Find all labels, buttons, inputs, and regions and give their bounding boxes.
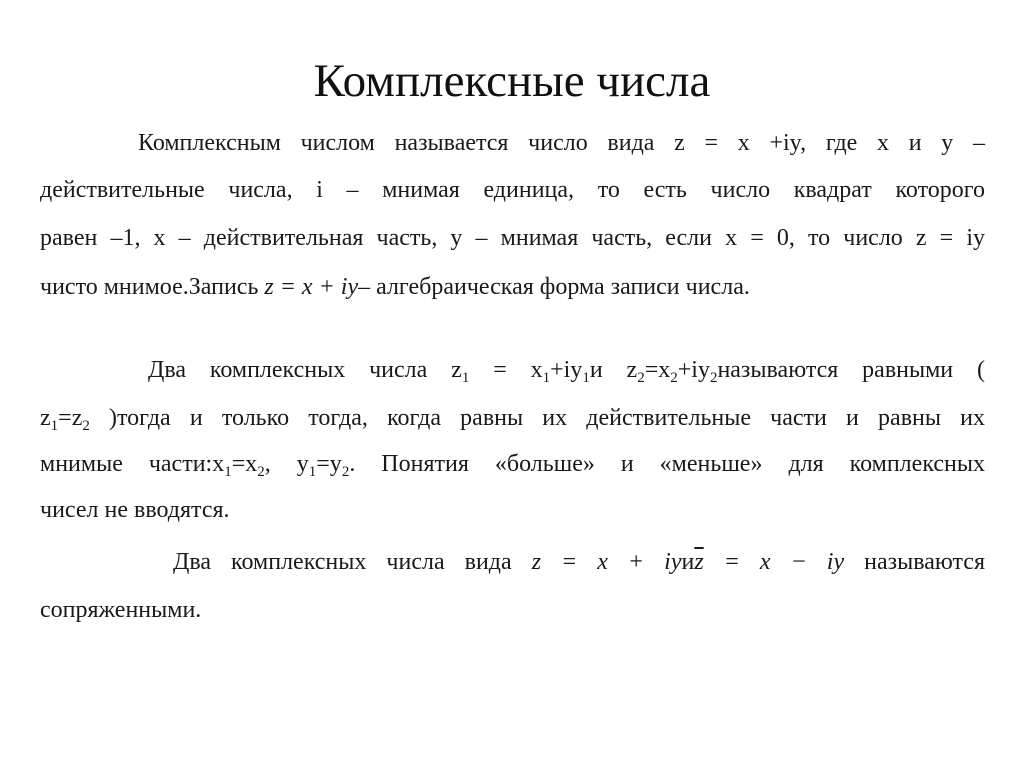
subscript: 1 <box>461 370 470 386</box>
text-segment: и <box>681 549 695 575</box>
text-segment: +iy <box>677 357 710 383</box>
text-line <box>40 450 985 486</box>
slide-title: Комплексные числа <box>313 55 711 107</box>
text-segment: )тогда и только тогда, когда равны их действительные части и равны их <box>89 405 985 431</box>
text-segment: Два комплексных числа вида <box>173 549 532 575</box>
math-formula: = x − iy <box>703 549 845 575</box>
math-formula: $\overline{z}$ <box>694 549 704 575</box>
text-segment: =y <box>316 451 342 477</box>
subscript: 1 <box>224 464 232 480</box>
text-line <box>40 224 985 252</box>
subscript: 1 <box>582 370 590 386</box>
text-segment: чисто мнимое.Запись <box>40 274 265 300</box>
text-segment: сопряженными. <box>40 597 202 623</box>
subscript: 2 <box>709 370 718 386</box>
text-segment: Комплексным числом называется число вида z = x +iy, где x и y – <box>138 130 985 156</box>
text-segment: = x <box>469 357 543 383</box>
text-line <box>40 596 985 624</box>
subscript: 2 <box>341 464 350 480</box>
text-segment: чисел не вводятся. <box>40 497 230 523</box>
subscript: 1 <box>542 370 551 386</box>
text-segment: называются равными ( <box>717 357 986 383</box>
subscript: 1 <box>308 464 317 480</box>
text-segment: действительные числа, i – мнимая единица, то есть число квадрат которого <box>40 177 985 203</box>
text-segment: =z <box>58 405 83 431</box>
subscript: 2 <box>257 464 265 480</box>
subscript: 2 <box>670 370 678 386</box>
text-segment: =x <box>644 357 671 383</box>
text-line <box>40 496 985 524</box>
text-segment: Два комплексных числа z <box>148 357 462 383</box>
text-line <box>40 176 985 204</box>
text-line <box>138 129 985 157</box>
text-segment: +iy <box>550 357 583 383</box>
text-segment: и z <box>589 357 638 383</box>
subscript: 2 <box>637 370 645 386</box>
text-segment: z <box>40 405 51 431</box>
text-line <box>40 404 985 440</box>
text-segment: называются <box>844 549 986 575</box>
text-segment: – алгебраическая форма записи числа. <box>358 274 750 300</box>
text-line <box>148 356 985 392</box>
text-segment: равен –1, x – действительная часть, y – мнимая часть, если x = 0, то число z = iy <box>40 225 985 251</box>
math-formula: z = x + iy <box>264 274 359 300</box>
text-segment: , y <box>264 451 309 477</box>
text-line <box>40 273 985 301</box>
text-line <box>173 548 985 576</box>
subscript: 1 <box>50 418 59 434</box>
subscript: 2 <box>82 418 90 434</box>
math-formula: z = x + iy <box>531 549 682 575</box>
text-segment: . Понятия «больше» и «меньше» для комплексных <box>349 451 985 477</box>
text-segment: мнимые части:x <box>40 451 225 477</box>
text-segment: =x <box>231 451 258 477</box>
